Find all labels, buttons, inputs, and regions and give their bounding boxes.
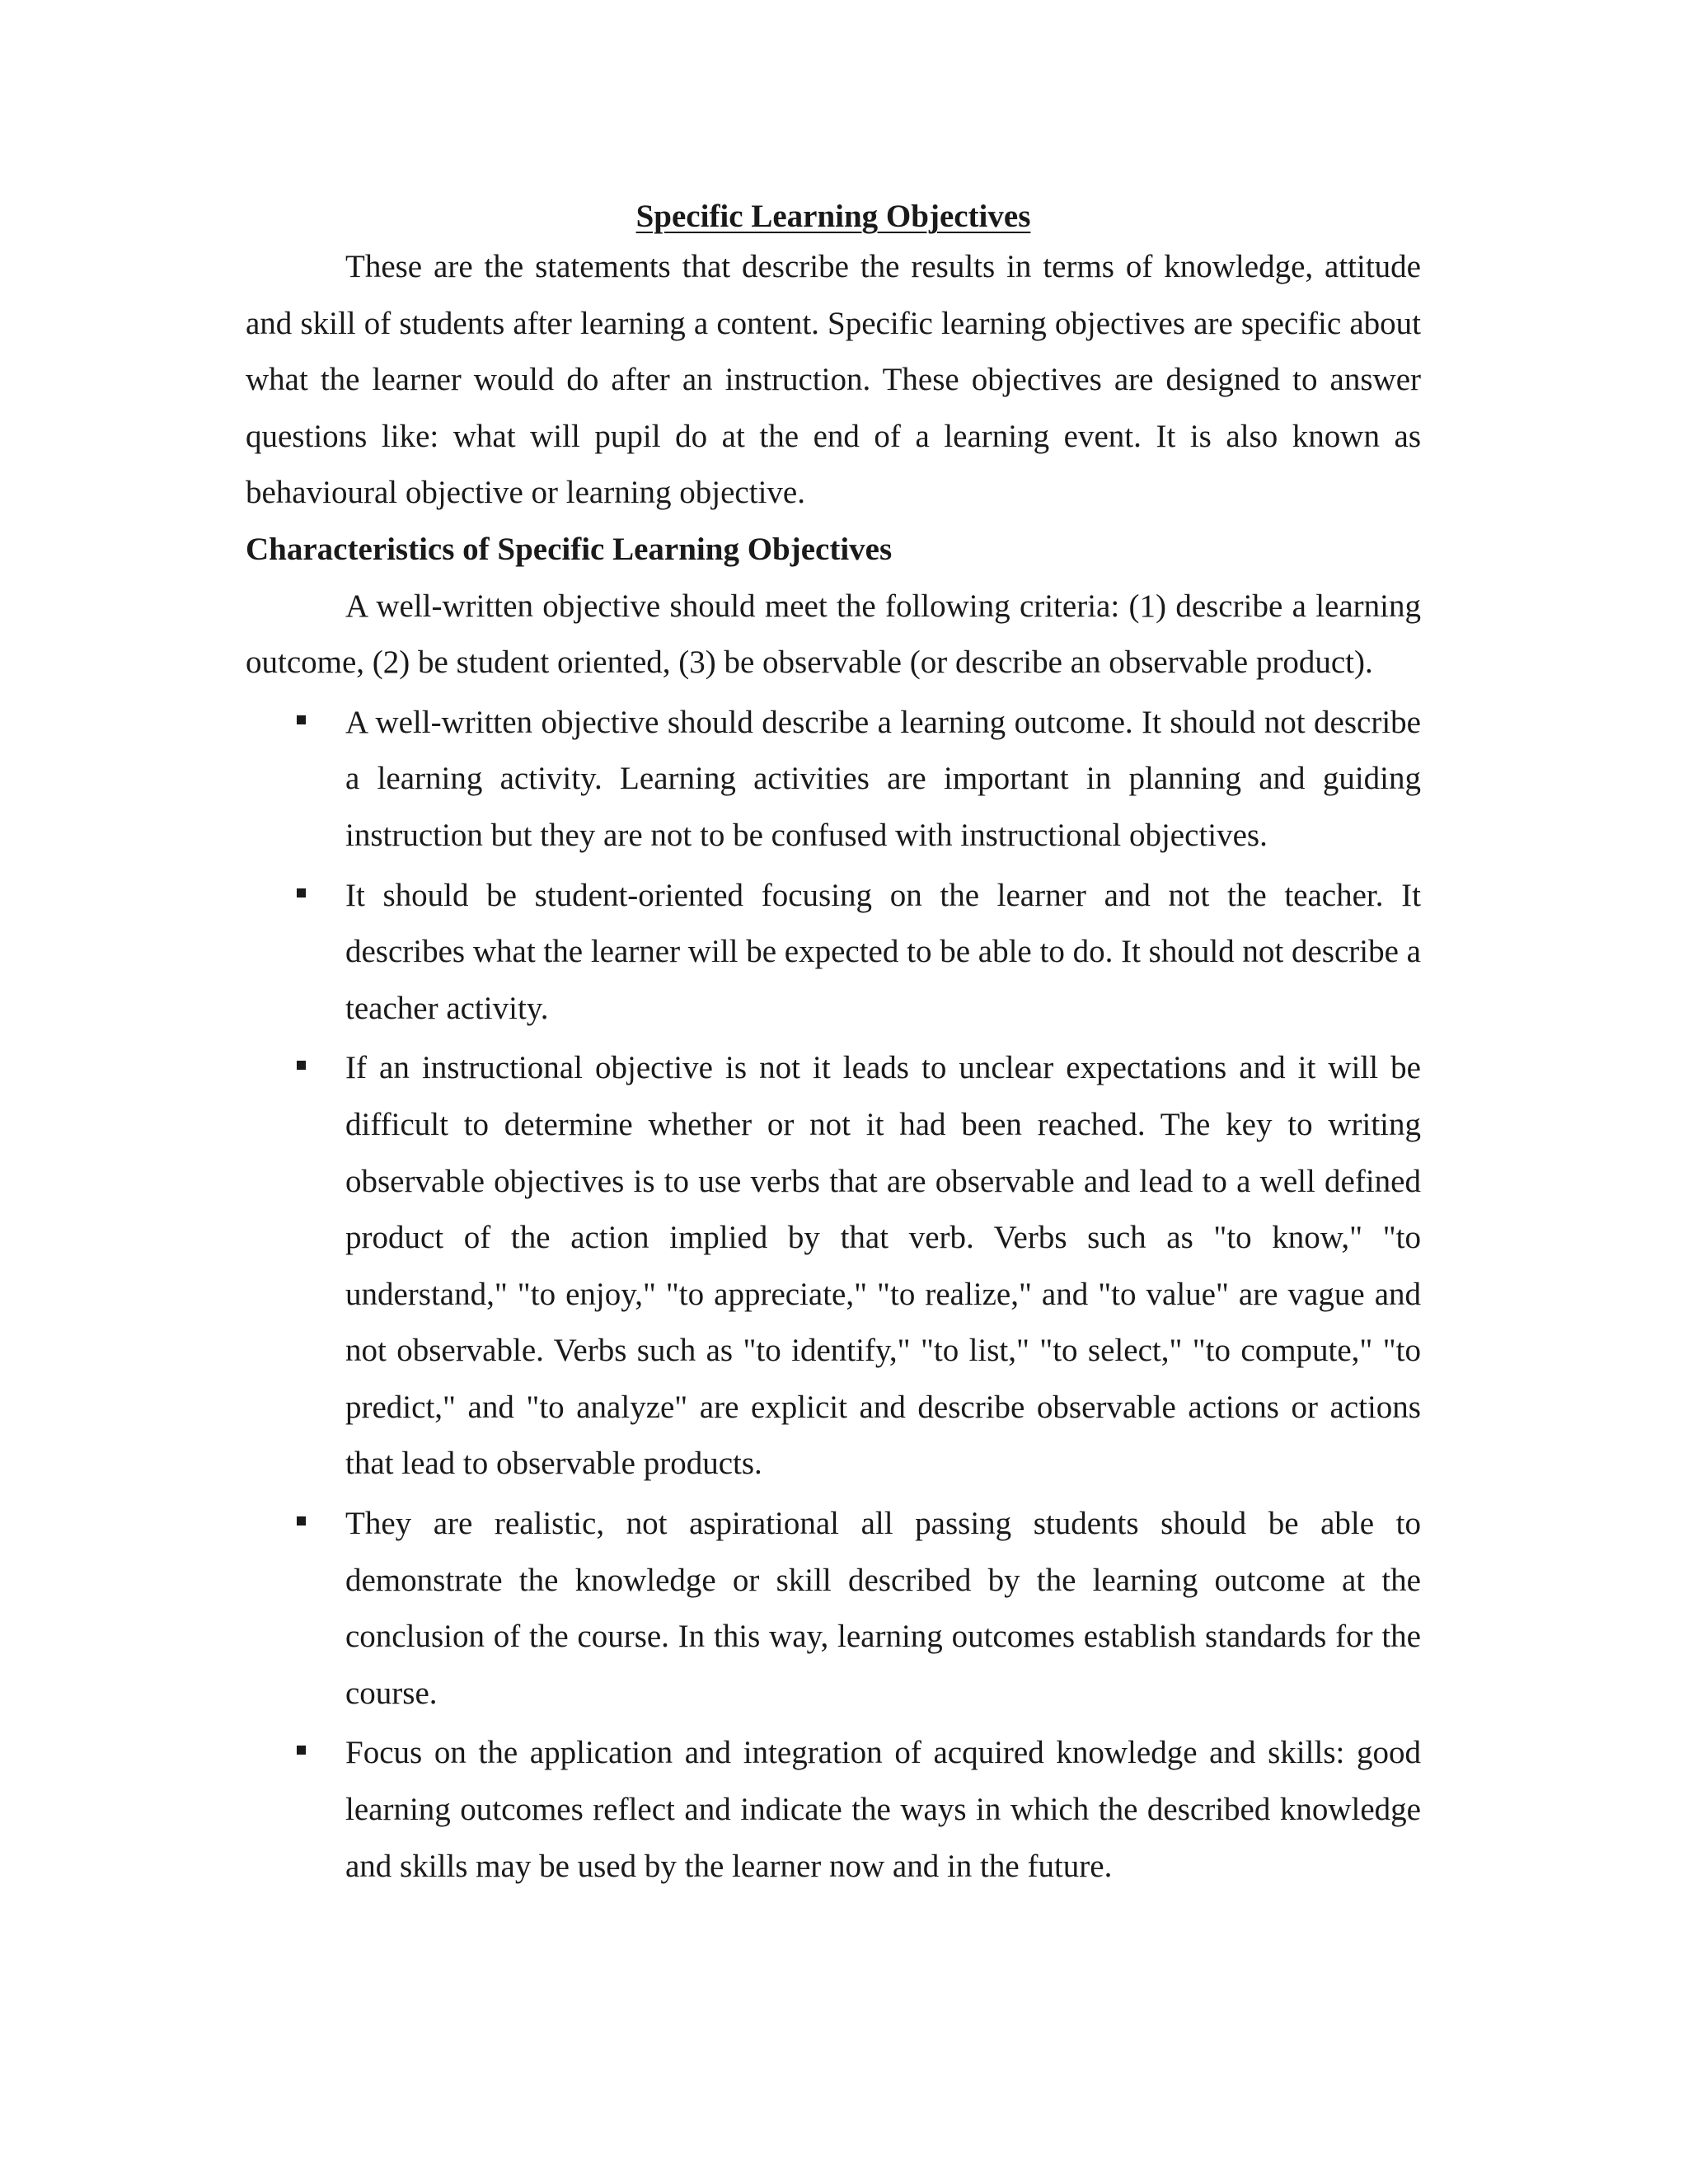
document-page: [246, 0, 1421, 1898]
criteria-paragraph: A well-written objective should meet the following criteria: (1) describe a learning outcome, (2) be student oriented, (3) be observable (or describe an observable product).: [246, 588, 1421, 681]
list-item: [345, 868, 1421, 1038]
list-item: [345, 1040, 1421, 1493]
square-bullet-icon: [297, 1746, 306, 1755]
intro-paragraph: These are the statements that describe the results in terms of knowledge, attitude and skill of students after learning a content. Specific learning objectives are specific about what the learner would do after an instruction. These objectives are designed to answer questions like: what will pupil do at the end of a learning event. It is also known as behavioural objective or learning objective.: [246, 249, 1421, 511]
list-item-text: Focus on the application and integration of acquired knowledge and skills: good learning outcomes reflect and indicate the ways in which the described knowledge and skills may be used by the learner now and in the future.: [345, 1735, 1421, 1884]
section-heading: Characteristics of Specific Learning Objectives: [246, 531, 893, 567]
page-title: Specific Learning Objectives: [635, 199, 1031, 234]
list-item: [345, 1496, 1421, 1722]
list-item: [345, 1725, 1421, 1895]
square-bullet-icon: [297, 1516, 306, 1526]
list-item-text: If an instructional objective is not it leads to unclear expectations and it will be difficult to determine whether or not it had been reached. The key to writing observable objectives is to use verbs that are observable and lead to a well defined product of the action implied by that verb. Verbs such as "to know," "to understand," "to enjoy," "to appreciate," "to realize," and "to value" are vague and not observable. Verbs such as "to identify," "to list," "to select," "to compute," "to predict," and "to analyze" are explicit and describe observable actions or actions that lead to observable products.: [345, 1050, 1421, 1482]
characteristics-list: [246, 695, 1421, 1895]
square-bullet-icon: [297, 1061, 306, 1070]
list-item: [345, 695, 1421, 865]
list-item-text: A well-written objective should describe a learning outcome. It should not describe a learning activity. Learning activities are important in planning and guiding instruction but they are not to be confused with instructional objectives.: [345, 704, 1421, 853]
square-bullet-icon: [297, 715, 306, 724]
list-item-text: They are realistic, not aspirational all passing students should be able to demonstrate the knowledge or skill described by the learning outcome at the conclusion of the course. In this way, learning outcomes establish standards for the course.: [345, 1506, 1421, 1711]
list-item-text: It should be student-oriented focusing on the learner and not the teacher. It describes what the learner will be expected to be able to do. It should not describe a teacher activity.: [345, 877, 1421, 1026]
square-bullet-icon: [297, 888, 306, 898]
